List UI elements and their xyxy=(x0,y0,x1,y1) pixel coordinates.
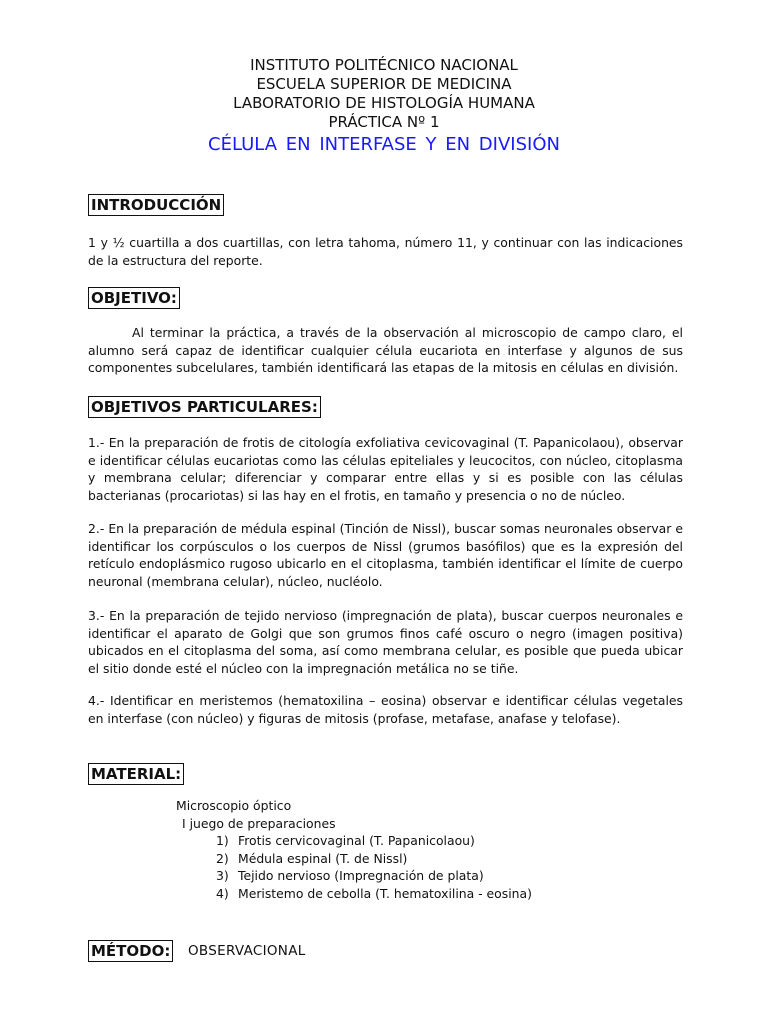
objetivo-particular-item: 1.- En la preparación de frotis de citología exfoliativa cevicovaginal (T. Papanicolaou), observar e identificar células eucariotas como las células epiteliales y leucocitos, con núcleo, citoplasma y membrana celular; diferenciar y comparar entre ellas y si es posible con las células bacterianas (procariotas) si las hay en el frotis, en tamaño y presencia o no de núcleo. xyxy=(88,435,683,503)
list-item xyxy=(216,867,532,885)
objetivo-particular-item: 2.- En la preparación de médula espinal (Tinción de Nissl), buscar somas neuronales observar e identificar los corpúsculos o los cuerpos de Nissl (grumos basófilos) que es la expresión del retículo endoplásmico rugoso ubicarlo en el citoplasma, también identificar el límite de cuerpo neuronal (membrana celular), núcleo, nucléolo. xyxy=(88,521,683,589)
introduccion-text: 1 y ½ cuartilla a dos cuartillas, con letra tahoma, número 11, y continuar con las indicaciones de la estructura del reporte. xyxy=(88,235,683,268)
material-line: I juego de preparaciones xyxy=(182,815,336,831)
material-heading: MATERIAL: xyxy=(88,763,184,785)
metodo-heading: MÉTODO: xyxy=(88,940,173,962)
list-item-text: Tejido nervioso (Impregnación de plata) xyxy=(238,868,484,883)
list-item xyxy=(216,832,532,850)
metodo-value: OBSERVACIONAL xyxy=(188,943,306,959)
school-name: ESCUELA SUPERIOR DE MEDICINA xyxy=(256,75,512,93)
list-item-number: 3) xyxy=(216,868,229,883)
list-item-number: 4) xyxy=(216,885,229,901)
list-item-text: Frotis cervicovaginal (T. Papanicolaou) xyxy=(238,833,475,848)
list-item-text: Médula espinal (T. de Nissl) xyxy=(238,850,408,866)
institution-name: INSTITUTO POLITÉCNICO NACIONAL xyxy=(250,56,518,74)
objetivo-text: Al terminar la práctica, a través de la observación al microscopio de campo claro, el alumno será capaz de identificar cualquier célula eucariota en interfase y algunos de sus componentes subcelulares, también identificará las etapas de la mitosis en células en división. xyxy=(88,325,683,375)
material-line: Microscopio óptico xyxy=(176,798,292,813)
practice-number: PRÁCTICA Nº 1 xyxy=(328,113,440,131)
preparations-list xyxy=(176,832,532,902)
practice-title: CÉLULA EN INTERFASE Y EN DIVISIÓN xyxy=(208,134,560,155)
objetivo-heading: OBJETIVO: xyxy=(88,287,180,309)
objetivo-particular-item: 3.- En la preparación de tejido nervioso (impregnación de plata), buscar cuerpos neuronales e identificar el aparato de Golgi que son grumos finos café oscuro o negro (imagen positiva) ubicados en el citoplasma del soma, así como membrana celular, es posible que pueda ubicar el sitio donde esté el núcleo con la impregnación metálica no se tiñe. xyxy=(88,608,683,676)
list-item-number: 1) xyxy=(216,833,229,848)
list-item xyxy=(216,850,532,868)
objetivos-particulares-heading: OBJETIVOS PARTICULARES: xyxy=(88,396,321,418)
list-item-text: Meristemo de cebolla (T. hematoxilina - eosina) xyxy=(238,885,532,901)
document-header xyxy=(0,56,768,157)
list-item xyxy=(216,885,532,903)
list-item-number: 2) xyxy=(216,850,229,866)
introduccion-heading: INTRODUCCIÓN xyxy=(88,194,224,216)
material-list xyxy=(176,797,532,902)
lab-name: LABORATORIO DE HISTOLOGÍA HUMANA xyxy=(233,94,535,112)
objetivo-particular-item: 4.- Identificar en meristemos (hematoxilina – eosina) observar e identificar células vegetales en interfase (con núcleo) y figuras de mitosis (profase, metafase, anafase y telofase). xyxy=(88,693,683,726)
